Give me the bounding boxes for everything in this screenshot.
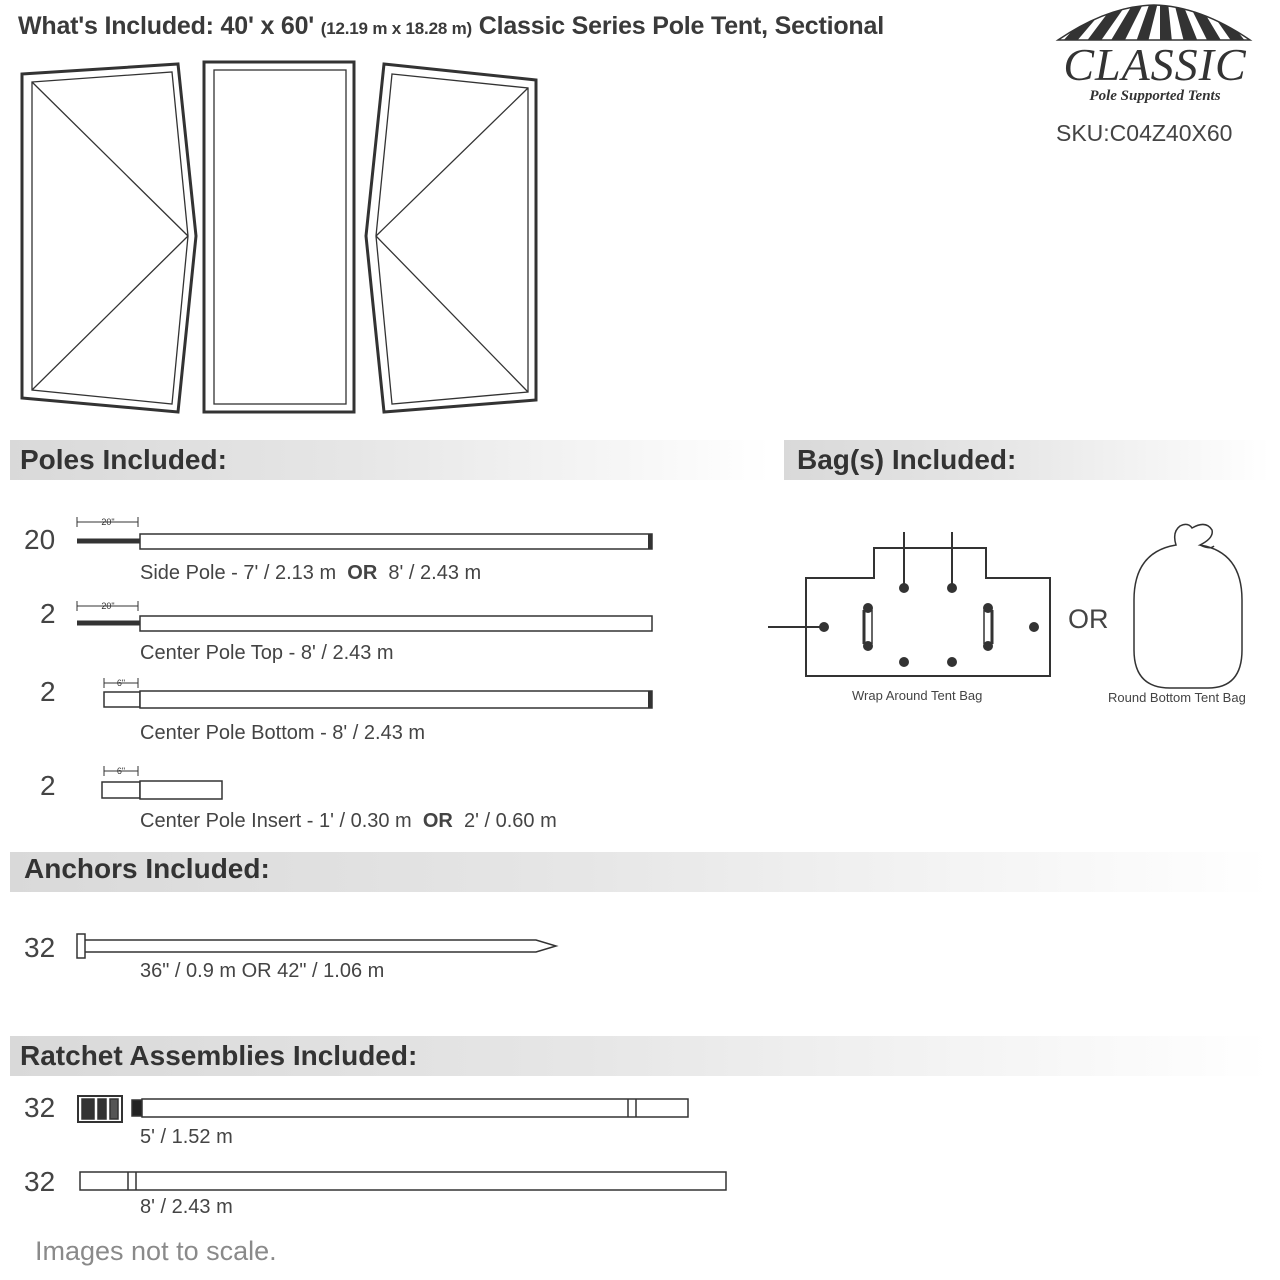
title-metric: (12.19 m x 18.28 m)	[320, 19, 472, 38]
anchor-qty: 32	[24, 932, 56, 963]
left-end-panel	[22, 64, 196, 412]
poles-section-title: Poles Included:	[20, 444, 227, 475]
title-main: What's Included: 40' x 60'	[18, 12, 315, 40]
logo-tagline: Pole Supported Tents	[1089, 88, 1221, 104]
ratchet-5ft-icon	[78, 1096, 688, 1122]
center-pole-top-icon	[77, 601, 652, 631]
title-rest: Classic Series Pole Tent, Sectional	[478, 12, 884, 40]
logo-name: CLASSIC	[1063, 39, 1247, 90]
center-pole-insert-dim: 6"	[116, 766, 126, 776]
sku-label: SKU:C04Z40X60	[1056, 120, 1233, 146]
ratchet-5ft-label: 5' / 1.52 m	[140, 1126, 233, 1148]
anchors-section-title: Anchors Included:	[24, 853, 270, 884]
ratchets-section-title: Ratchet Assemblies Included:	[20, 1040, 418, 1071]
center-pole-insert-label: Center Pole Insert - 1' / 0.30 m OR 2' / 0.60 m	[140, 810, 557, 832]
stake-icon	[77, 934, 556, 958]
center-pole-bottom-label: Center Pole Bottom - 8' / 2.43 m	[140, 722, 426, 744]
ratchet-5ft-qty: 32	[24, 1092, 56, 1123]
bags-section-title: Bag(s) Included:	[797, 444, 1017, 475]
side-pole-dim: 20"	[101, 517, 115, 527]
side-pole-icon	[77, 517, 652, 549]
center-pole-insert-qty: 2	[40, 770, 56, 801]
right-end-panel	[366, 64, 536, 412]
round-bottom-bag-label: Round Bottom Tent Bag	[1108, 690, 1246, 705]
not-to-scale-note: Images not to scale.	[35, 1236, 277, 1266]
ratchet-8ft-label: 8' / 2.43 m	[140, 1196, 233, 1218]
middle-section-panel	[204, 62, 354, 412]
page-title	[18, 12, 884, 41]
center-pole-top-qty: 2	[40, 598, 56, 629]
wrap-around-tent-bag-icon	[768, 532, 1050, 676]
side-pole-label: Side Pole - 7' / 2.13 m OR 8' / 2.43 m	[140, 562, 482, 584]
ratchet-8ft-icon	[80, 1172, 726, 1190]
center-pole-bottom-dim: 6"	[116, 678, 126, 688]
anchor-label: 36" / 0.9 m OR 42" / 1.06 m	[140, 960, 385, 982]
bag-or-label: OR	[1068, 604, 1109, 634]
center-pole-bottom-qty: 2	[40, 676, 56, 707]
round-bottom-tent-bag-icon	[1134, 524, 1242, 688]
center-pole-bottom-icon	[104, 678, 652, 708]
center-pole-top-dim: 20"	[101, 601, 115, 611]
center-pole-insert-icon	[102, 766, 222, 799]
ratchet-8ft-qty: 32	[24, 1166, 56, 1197]
side-pole-qty: 20	[24, 524, 56, 555]
wrap-around-bag-label: Wrap Around Tent Bag	[852, 688, 983, 703]
center-pole-top-label: Center Pole Top - 8' / 2.43 m	[140, 642, 394, 664]
